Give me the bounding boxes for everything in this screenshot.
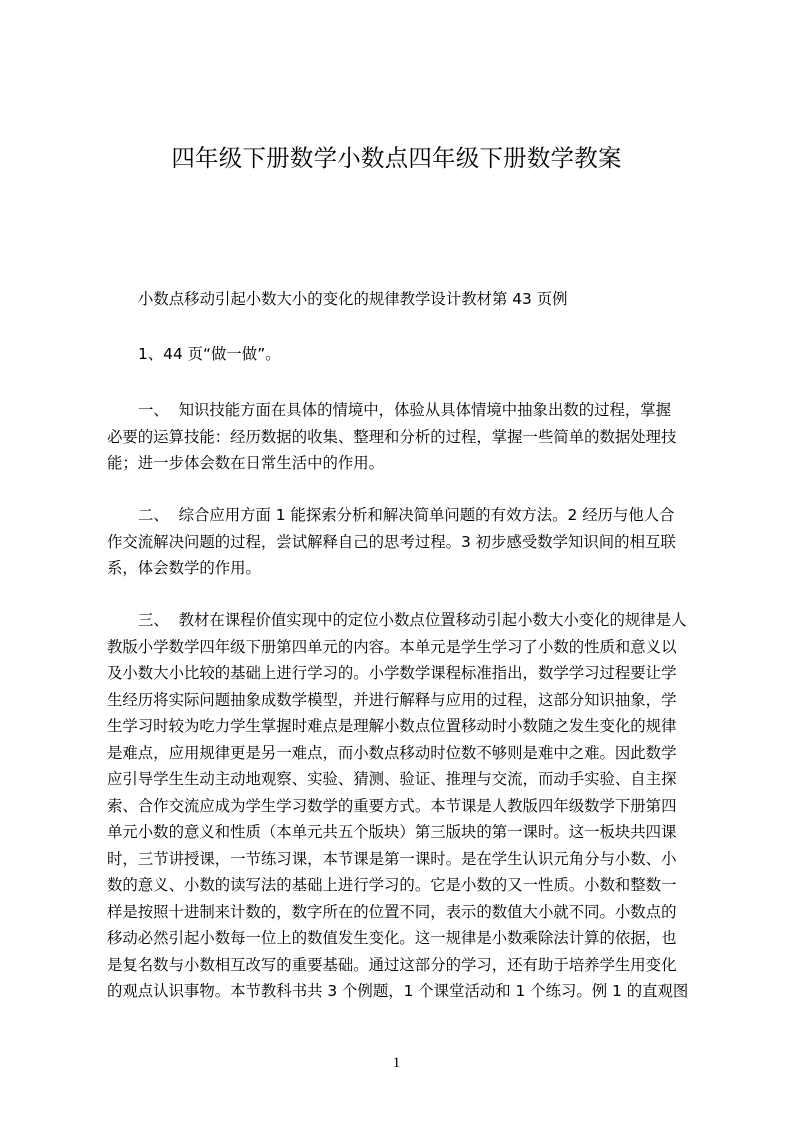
paragraph-line: 一、 知识技能方面在具体的情境中，体验从具体情境中抽象出数的过程，掌握 (138, 401, 672, 419)
paragraph-line: 移动必然引起小数每一位上的数值发生变化。这一规律是小数乘除法计算的依据，也 (107, 929, 677, 947)
paragraph-line: 三、 教材在课程价值实现中的定位小数点位置移动引起小数大小变化的规律是人 (138, 611, 687, 629)
paragraph-line: 及小数大小比较的基础上进行学习的。小学数学课程标准指出，数学学习过程要让学 (107, 664, 677, 682)
paragraph-line: 时，三节讲授课，一节练习课，本节课是第一课时。是在学生认识元角分与小数、小 (107, 850, 677, 868)
paragraph-line: 是难点，应用规律更是另一难点，而小数点移动时位数不够则是难中之难。因此数学 (107, 744, 677, 762)
paragraph-line: 索、合作交流应成为学生学习数学的重要方式。本节课是人教版四年级数学下册第四 (107, 797, 677, 815)
paragraph-line: 数的意义、小数的读写法的基础上进行学习的。它是小数的又一性质。小数和整数一 (107, 876, 677, 894)
paragraph-line: 必要的运算技能：经历数据的收集、整理和分析的过程，掌握一些简单的数据处理技 (107, 428, 677, 446)
paragraph-line: 样是按照十进制来计数的，数字所在的位置不同，表示的数值大小就不同。小数点的 (107, 903, 677, 921)
paragraph-line: 生学习时较为吃力学生掌握时难点是理解小数点位置移动时小数随之发生变化的规律 (107, 717, 677, 735)
paragraph-line: 教版小学数学四年级下册第四单元的内容。本单元是学生学习了小数的性质和意义以 (107, 638, 677, 656)
paragraph-line: 作交流解决问题的过程，尝试解释自己的思考过程。3 初步感受数学知识间的相互联 (107, 533, 676, 551)
paragraph-line: 1、44 页“做一做”。 (138, 345, 281, 363)
document-title: 四年级下册数学小数点四年级下册数学教案 (171, 144, 622, 172)
paragraph-line: 应引导学生生动主动地观察、实验、猜测、验证、推理与交流，而动手实验、自主探 (107, 770, 677, 788)
page-number: 1 (392, 1055, 401, 1071)
paragraph-line: 生经历将实际问题抽象成数学模型，并进行解释与应用的过程，这部分知识抽象，学 (107, 691, 677, 709)
paragraph-line: 能；进一步体会数在日常生活中的作用。 (107, 454, 385, 472)
paragraph-line: 小数点移动引起小数大小的变化的规律教学设计教材第 43 页例 (138, 290, 568, 308)
paragraph-line: 的观点认识事物。本节教科书共 3 个例题，1 个课堂活动和 1 个练习。例 1 的直观图 (107, 982, 689, 1000)
paragraph-line: 系，体会数学的作用。 (107, 559, 261, 577)
paragraph-line: 二、 综合应用方面 1 能探索分析和解决简单问题的有效方法。2 经历与他人合 (138, 506, 675, 524)
paragraph-line: 单元小数的意义和性质（本单元共五个版块）第三版块的第一课时。这一板块共四课 (107, 823, 677, 841)
paragraph-line: 是复名数与小数相互改写的重要基础。通过这部分的学习，还有助于培养学生用变化 (107, 956, 677, 974)
